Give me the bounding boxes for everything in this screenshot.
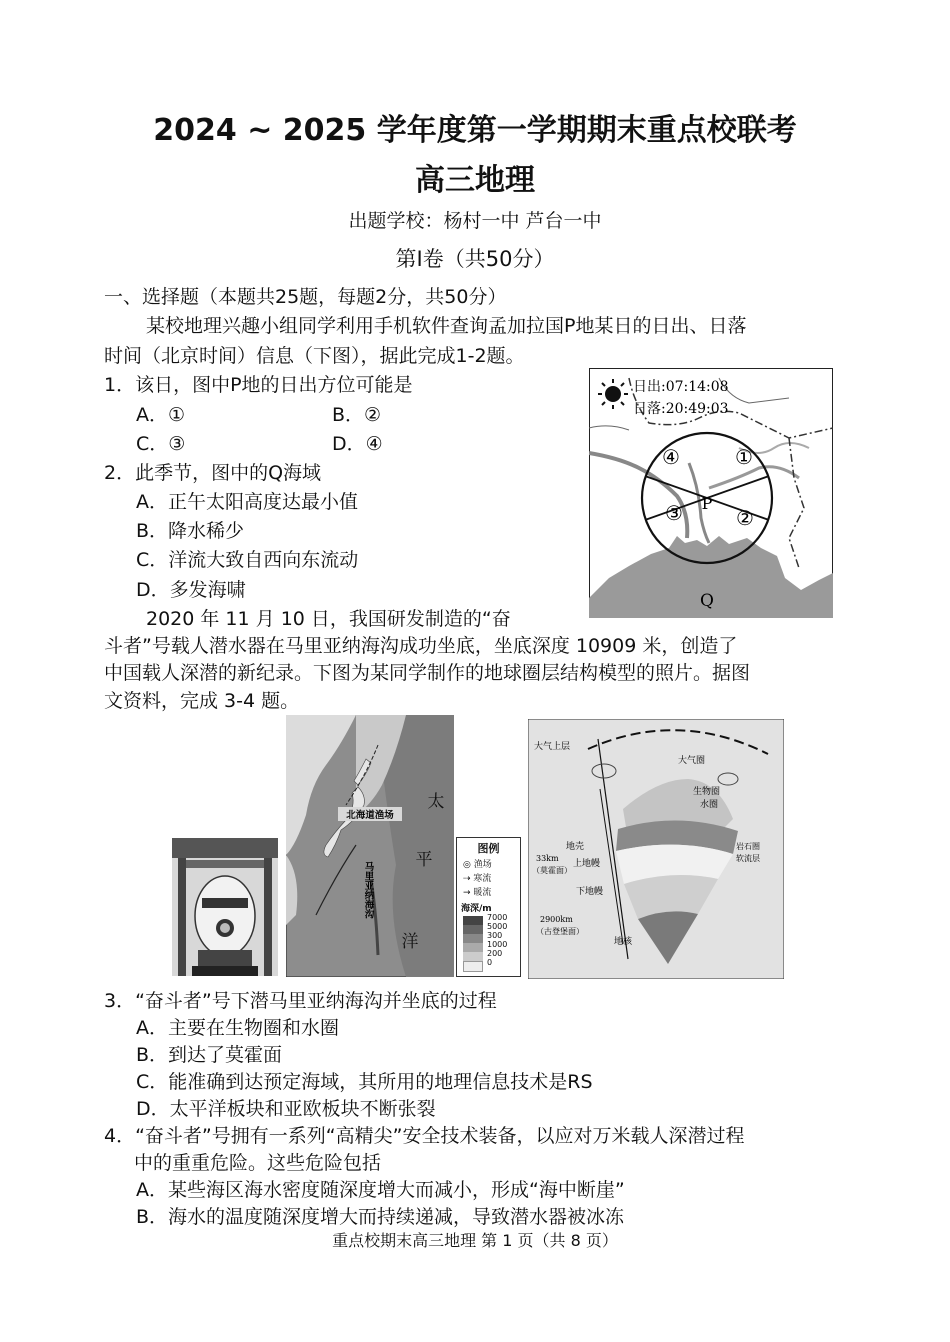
km2900-label: 2900km: [540, 915, 573, 924]
depth-5: 0: [487, 958, 493, 967]
fishery-legend-icon: ◎: [463, 860, 474, 870]
intro-line-2: 时间（北京时间）信息（下图），据此完成1-2题。: [104, 345, 525, 367]
lithosphere-label: 岩石圈: [736, 842, 760, 851]
q1-option-b[interactable]: B．②: [332, 404, 382, 426]
schools-line: 出题学校：杨村一中 芦台一中: [348, 210, 602, 232]
cold-current-icon: ⇢: [463, 874, 474, 884]
direction-4: ④: [662, 445, 680, 469]
q2-option-d[interactable]: D．多发海啸: [136, 579, 246, 601]
sea-q: Q: [700, 591, 714, 611]
pacific-label-1: 太: [427, 792, 445, 812]
km33-label: 33km: [536, 854, 559, 863]
q2-option-b[interactable]: B．降水稀少: [136, 520, 245, 542]
q1-stem: 1．该日，图中P地的日出方位可能是: [104, 374, 413, 396]
sunset-time: 日落:20:49:03: [633, 401, 729, 417]
map-legend: [456, 837, 521, 977]
q4-stem-1: 4．“奋斗者”号拥有一系列“高精尖”安全技术装备，以应对万米载人深潜过程: [104, 1125, 745, 1147]
hydrosphere-label: 水圈: [700, 800, 719, 810]
depth-0: 7000: [487, 913, 508, 922]
q3-option-b[interactable]: B．到达了莫霍面: [136, 1044, 283, 1066]
pacific-label-3: 洋: [401, 932, 419, 952]
moho-label: （莫霍面）: [532, 866, 572, 875]
depth-title: 海深/m: [461, 904, 492, 914]
legend-warm: 暖流: [473, 888, 492, 898]
crust-label: 地壳: [566, 842, 585, 852]
legend-fishery: 渔场: [473, 860, 492, 870]
q3-stem: 3．“奋斗者”号下潜马里亚纳海沟并坐底的过程: [104, 990, 497, 1012]
q4-option-a[interactable]: A．某些海区海水密度随深度增大而减小，形成“海中断崖”: [136, 1179, 625, 1201]
q2-option-c[interactable]: C．洋流大致自西向东流动: [136, 549, 359, 571]
q1-option-c[interactable]: C．③: [136, 433, 186, 455]
depth-3: 1000: [487, 940, 508, 949]
legend-cold: 寒流: [473, 874, 492, 884]
sunrise-time: 日出:07:14:08: [633, 379, 729, 395]
earth-layer-model: [528, 719, 784, 979]
passage-line-2: 斗者”号载人潜水器在马里亚纳海沟成功坐底，坐底深度 10909 米，创造了: [104, 635, 738, 657]
direction-1: ①: [735, 445, 753, 469]
sunrise-map-figure: [589, 368, 833, 618]
core-label: 地核: [614, 937, 633, 947]
depth-4: 200: [487, 949, 503, 958]
q1-option-d[interactable]: D．④: [332, 433, 383, 455]
lower-mantle-label: 下地幔: [576, 887, 604, 897]
atmosphere-label: 大气圈: [678, 756, 706, 766]
submersible-photo: [172, 838, 278, 976]
direction-3: ③: [665, 501, 683, 525]
subject-title: 高三地理: [415, 163, 535, 198]
intro-line-1: 某校地理兴趣小组同学利用手机软件查询孟加拉国P地某日的日出、日落: [146, 315, 747, 337]
q1-option-a[interactable]: A．①: [136, 404, 186, 426]
passage-line-3: 中国载人深潜的新纪录。下图为某同学制作的地球圈层结构模型的照片。据图: [104, 662, 751, 684]
asthenosphere-label: 软流层: [736, 854, 760, 863]
q3-option-a[interactable]: A．主要在生物圈和水圈: [136, 1017, 339, 1039]
point-p: P: [701, 494, 713, 513]
q3-option-c[interactable]: C．能准确到达预定海域，其所用的地理信息技术是RS: [136, 1071, 593, 1093]
legend-title: 图例: [477, 842, 500, 855]
fishery-label: 北海道渔场: [346, 810, 394, 821]
upper-atmosphere-label: 大气上层: [534, 742, 571, 752]
q3-option-d[interactable]: D．太平洋板块和亚欧板块不断张裂: [136, 1098, 436, 1120]
biosphere-label: 生物圈: [693, 787, 721, 797]
q2-stem: 2．此季节，图中的Q海域: [104, 462, 322, 484]
section-heading: 一、选择题（本题共25题，每题2分，共50分）: [104, 286, 507, 308]
q4-option-b[interactable]: B．海水的温度随深度增大而持续递减，导致潜水器被冰冻: [136, 1206, 625, 1228]
depth-1: 5000: [487, 922, 508, 931]
passage-line-1: 2020 年 11 月 10 日，我国研发制造的“奋: [146, 608, 511, 630]
q2-option-a[interactable]: A．正午太阳高度达最小值: [136, 491, 358, 513]
depth-2: 300: [487, 931, 503, 940]
upper-mantle-label: 上地幔: [573, 859, 601, 869]
exam-title: 2024 ~ 2025 学年度第一学期期末重点校联考: [153, 113, 797, 148]
trench-label: 马里亚纳海沟: [362, 861, 374, 919]
pacific-map: [286, 715, 454, 977]
pacific-label-2: 平: [415, 850, 433, 870]
gutenberg-label: （古登堡面）: [536, 927, 584, 936]
q4-stem-2: 中的重重危险。这些危险包括: [134, 1152, 382, 1174]
volume-title: 第Ⅰ卷（共50分）: [395, 247, 555, 271]
warm-current-icon: →: [463, 888, 474, 898]
direction-2: ②: [736, 506, 754, 530]
passage-line-4: 文资料，完成 3-4 题。: [104, 690, 300, 712]
page-footer: 重点校期末高三地理 第 1 页（共 8 页）: [332, 1231, 618, 1250]
